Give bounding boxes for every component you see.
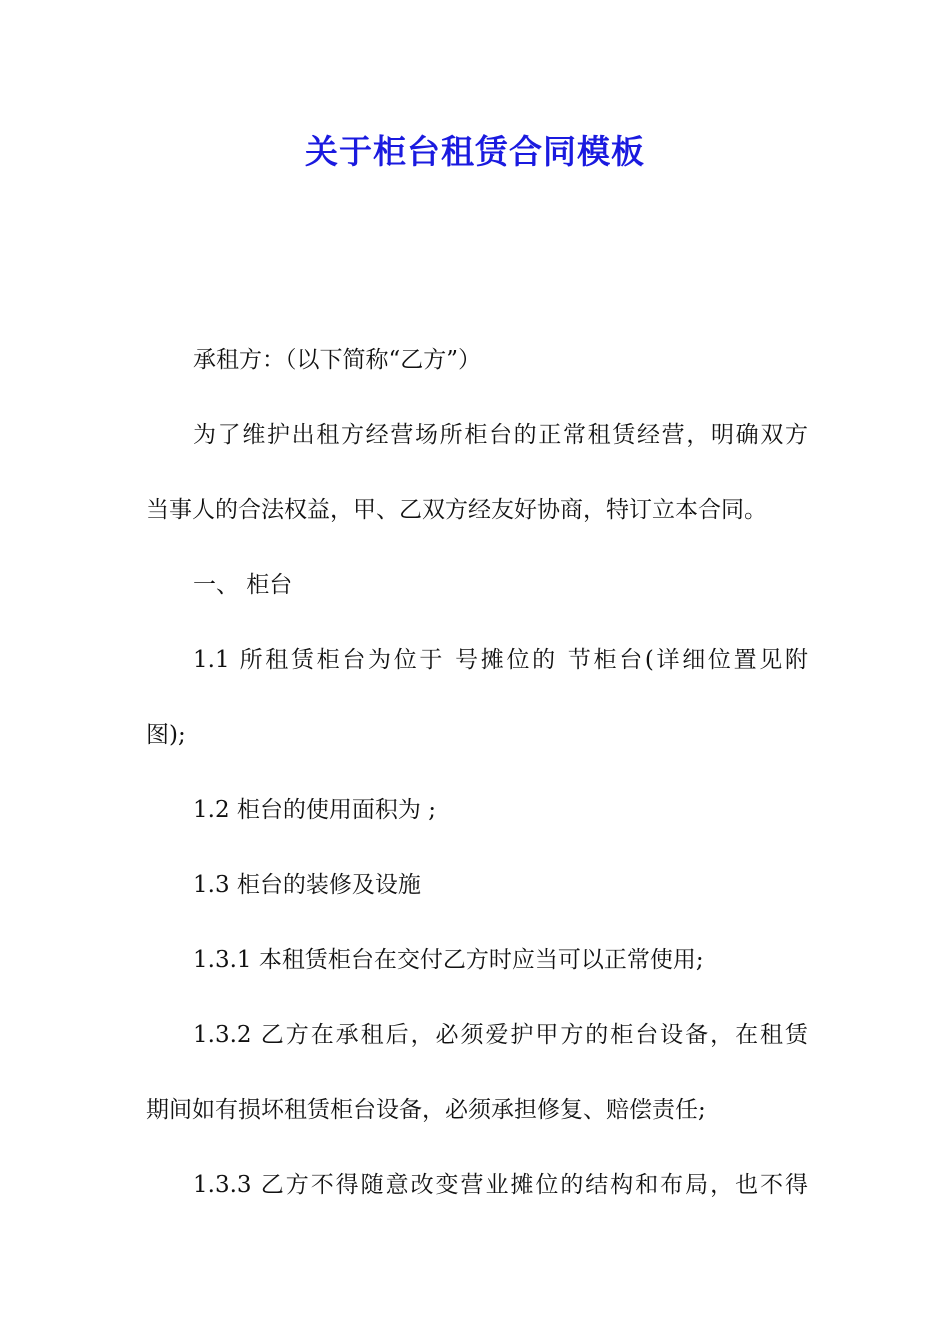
clause-1-3-1: 1.3.1 本租赁柜台在交付乙方时应当可以正常使用; [193,947,704,973]
paragraph-purpose-line-2: 当事人的合法权益，甲、乙双方经友好协商，特订立本合同。 [146,497,767,523]
section-heading-counter: 一、 柜台 [193,572,293,598]
clause-1-1-line-2: 图); [146,722,186,748]
clause-1-1-line-1: 1.1 所租赁柜台为位于 号摊位的 节柜台(详细位置见附 [193,647,808,673]
document-body [146,338,808,1238]
clause-1-3-3-line-1: 1.3.3 乙方不得随意改变营业摊位的结构和布局，也不得 [193,1172,808,1198]
clause-1-3-2-line-2: 期间如有损坏租赁柜台设备，必须承担修复、赔偿责任; [146,1097,706,1123]
document-title: 关于柜台租赁合同模板 [305,132,645,171]
clause-1-3-2-line-1: 1.3.2 乙方在承租后，必须爱护甲方的柜台设备，在租赁 [193,1022,808,1048]
clause-1-2: 1.2 柜台的使用面积为 ; [193,797,436,823]
paragraph-purpose-line-1: 为了维护出租方经营场所柜台的正常租赁经营，明确双方 [193,422,808,448]
clause-1-3: 1.3 柜台的装修及设施 [193,872,421,898]
paragraph-lessee: 承租方：（以下简称“乙方”） [193,347,482,373]
